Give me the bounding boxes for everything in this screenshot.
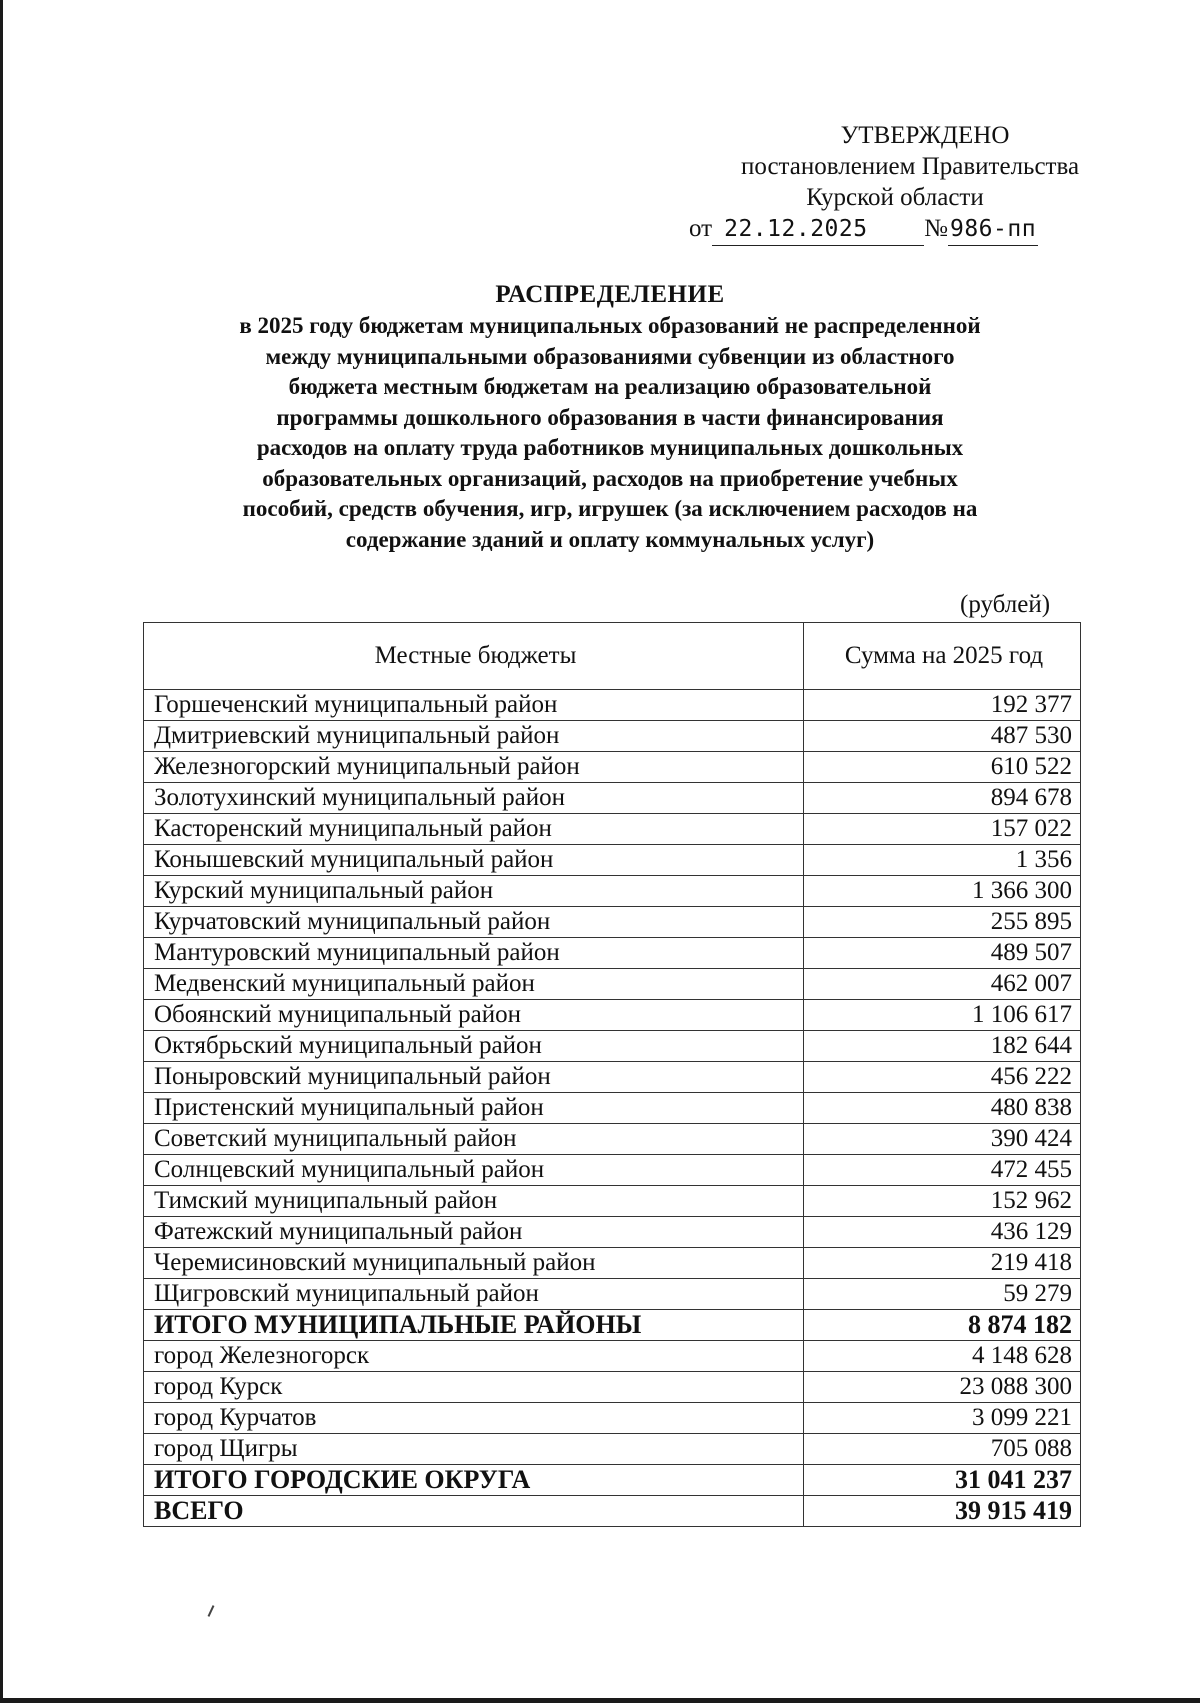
table-row (144, 1093, 1081, 1124)
units-label: (рублей) (960, 591, 1051, 618)
table-row (144, 690, 1081, 721)
table-total-row (144, 1496, 1081, 1527)
table-row (144, 721, 1081, 752)
amount-cell: 219 418 (804, 1248, 1081, 1279)
subtitle-line: между муниципальными образованиями субвенции из областного (265, 343, 955, 369)
amount-cell: 610 522 (804, 752, 1081, 783)
subtitle-line: содержание зданий и оплату коммунальных услуг) (345, 526, 875, 552)
document-title: РАСПРЕДЕЛЕНИЕ (495, 281, 725, 308)
approval-date: 22.12.2025 (712, 214, 924, 246)
approval-line-government: постановлением Правительства (740, 153, 1080, 180)
budget-distribution-table (143, 622, 1081, 1527)
budget-name-cell: Мантуровский муниципальный район (144, 938, 804, 969)
table-row (144, 752, 1081, 783)
budget-name-cell: Золотухинский муниципальный район (144, 783, 804, 814)
approval-date-prefix: от (689, 215, 713, 242)
amount-cell: 1 106 617 (804, 1000, 1081, 1031)
amount-cell: 59 279 (804, 1279, 1081, 1310)
table-row (144, 1217, 1081, 1248)
amount-cell: 462 007 (804, 969, 1081, 1000)
scan-edge-bottom (0, 1698, 1200, 1703)
budget-name-cell: город Щигры (144, 1434, 804, 1465)
subtitle-line: бюджета местным бюджетам на реализацию образовательной (288, 374, 932, 399)
table-row (144, 1062, 1081, 1093)
amount-cell: 1 366 300 (804, 876, 1081, 907)
budget-name-cell: Тимский муниципальный район (144, 1186, 804, 1217)
table-row (144, 1434, 1081, 1465)
table-row (144, 1279, 1081, 1310)
subtitle-line: программы дошкольного образования в части финансирования (276, 404, 944, 430)
table-row (144, 1155, 1081, 1186)
subtitle-line: пособий, средств обучения, игр, игрушек (за исключением расходов на (242, 496, 978, 521)
amount-cell: 4 148 628 (804, 1341, 1081, 1372)
approval-number-sign: № (924, 215, 948, 242)
budget-name-cell: город Курчатов (144, 1403, 804, 1434)
amount-cell: 480 838 (804, 1093, 1081, 1124)
approval-date-number-row (689, 213, 1090, 246)
budget-name-cell: Советский муниципальный район (144, 1124, 804, 1155)
budget-name-cell: ВСЕГО (144, 1496, 804, 1527)
budget-name-cell: Конышевский муниципальный район (144, 845, 804, 876)
table-row (144, 1186, 1081, 1217)
table-row (144, 969, 1081, 1000)
budget-name-cell: Обоянский муниципальный район (144, 1000, 804, 1031)
amount-cell: 487 530 (804, 721, 1081, 752)
amount-cell: 182 644 (804, 1031, 1081, 1062)
subtitle-line: образовательных организаций, расходов на приобретение учебных (262, 465, 958, 491)
table-row (144, 1124, 1081, 1155)
budget-name-cell: Фатежский муниципальный район (144, 1217, 804, 1248)
budget-name-cell: ИТОГО МУНИЦИПАЛЬНЫЕ РАЙОНЫ (144, 1310, 804, 1341)
amount-cell: 3 099 221 (804, 1403, 1081, 1434)
subtitle-line: в 2025 году бюджетам муниципальных образований не распределенной (239, 313, 981, 338)
amount-cell: 31 041 237 (804, 1465, 1081, 1496)
approval-stamp-block (690, 120, 1090, 246)
stray-pen-mark (208, 1605, 215, 1617)
table-row (144, 845, 1081, 876)
budget-name-cell: Дмитриевский муниципальный район (144, 721, 804, 752)
budget-name-cell: Медвенский муниципальный район (144, 969, 804, 1000)
table-row (144, 938, 1081, 969)
table-row (144, 1031, 1081, 1062)
budget-name-cell: Черемисиновский муниципальный район (144, 1248, 804, 1279)
table-header-row (144, 623, 1081, 690)
header-amount-2025: Сумма на 2025 год (804, 623, 1081, 690)
table-row (144, 876, 1081, 907)
amount-cell: 705 088 (804, 1434, 1081, 1465)
amount-cell: 390 424 (804, 1124, 1081, 1155)
budget-name-cell: Железногорский муниципальный район (144, 752, 804, 783)
table-row (144, 1000, 1081, 1031)
budget-name-cell: город Железногорск (144, 1341, 804, 1372)
budget-name-cell: Октябрьский муниципальный район (144, 1031, 804, 1062)
budget-name-cell: Поныровский муниципальный район (144, 1062, 804, 1093)
amount-cell: 39 915 419 (804, 1496, 1081, 1527)
table-row (144, 783, 1081, 814)
budget-name-cell: Касторенский муниципальный район (144, 814, 804, 845)
amount-cell: 8 874 182 (804, 1310, 1081, 1341)
header-local-budgets: Местные бюджеты (144, 623, 804, 690)
budget-name-cell: Горшеченский муниципальный район (144, 690, 804, 721)
budget-name-cell: ИТОГО ГОРОДСКИЕ ОКРУГА (144, 1465, 804, 1496)
table-row (144, 907, 1081, 938)
table-row (144, 814, 1081, 845)
budget-name-cell: Щигровский муниципальный район (144, 1279, 804, 1310)
table-total-row (144, 1465, 1081, 1496)
amount-cell: 157 022 (804, 814, 1081, 845)
document-title-block (140, 278, 1080, 555)
table-row (144, 1372, 1081, 1403)
subtitle-line: расходов на оплату труда работников муниципальных дошкольных (256, 435, 964, 460)
budget-name-cell: город Курск (144, 1372, 804, 1403)
amount-cell: 436 129 (804, 1217, 1081, 1248)
table-row (144, 1248, 1081, 1279)
amount-cell: 192 377 (804, 690, 1081, 721)
amount-cell: 894 678 (804, 783, 1081, 814)
document-subtitle (160, 311, 1060, 555)
budget-name-cell: Курский муниципальный район (144, 876, 804, 907)
amount-cell: 255 895 (804, 907, 1081, 938)
amount-cell: 472 455 (804, 1155, 1081, 1186)
amount-cell: 456 222 (804, 1062, 1081, 1093)
budget-name-cell: Пристенский муниципальный район (144, 1093, 804, 1124)
table-row (144, 1341, 1081, 1372)
approval-line-region: Курской области (806, 184, 984, 211)
amount-cell: 489 507 (804, 938, 1081, 969)
budget-name-cell: Курчатовский муниципальный район (144, 907, 804, 938)
approval-number: 986-пп (948, 214, 1038, 246)
scan-edge-left (0, 0, 3, 1703)
budget-name-cell: Солнцевский муниципальный район (144, 1155, 804, 1186)
table-body (144, 690, 1081, 1527)
table-row (144, 1403, 1081, 1434)
amount-cell: 23 088 300 (804, 1372, 1081, 1403)
table-total-row (144, 1310, 1081, 1341)
amount-cell: 152 962 (804, 1186, 1081, 1217)
approval-heading: УТВЕРЖДЕНО (840, 122, 1010, 149)
amount-cell: 1 356 (804, 845, 1081, 876)
